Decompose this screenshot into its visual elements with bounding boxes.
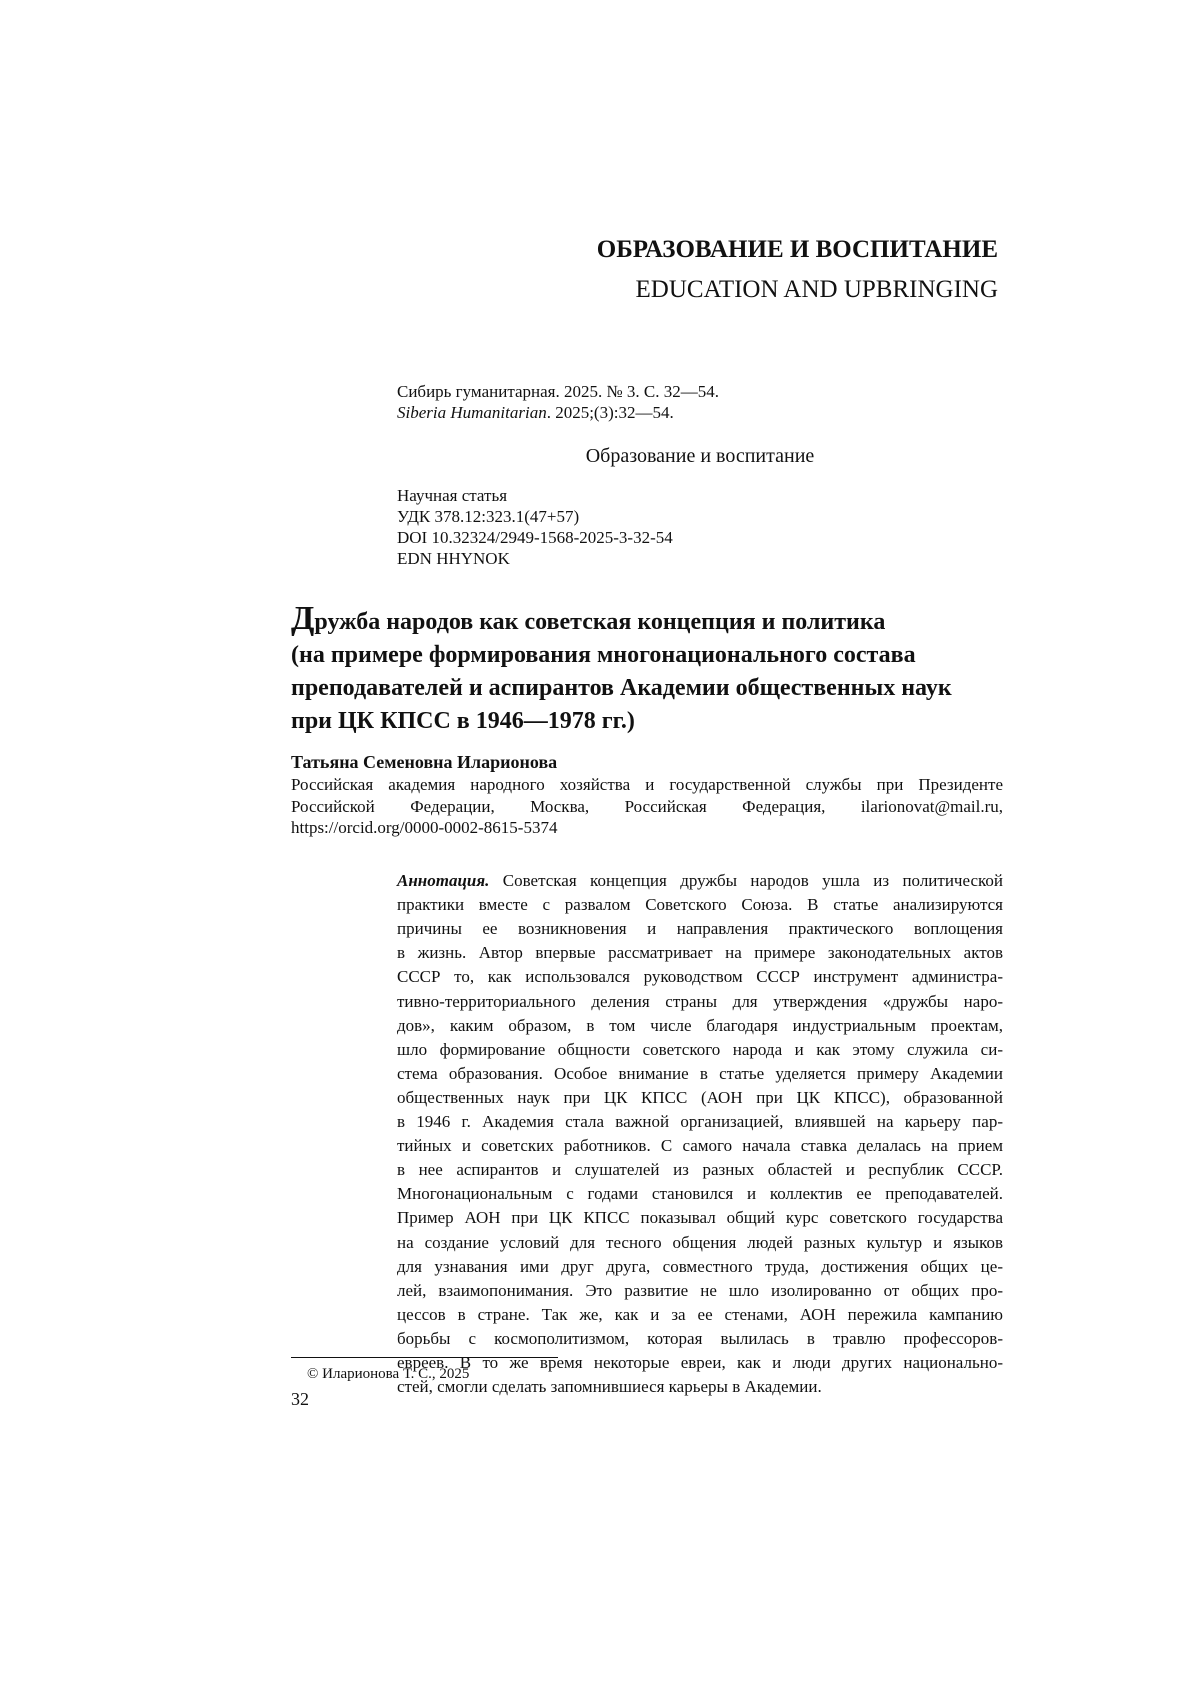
journal-name-en: Siberia Humanitarian <box>397 403 547 422</box>
section-title-ru: ОБРАЗОВАНИЕ И ВОСПИТАНИЕ <box>597 236 998 264</box>
abstract-text: дов», каким образом, в том числе благодаря индустриальным проектам, <box>397 1016 1003 1035</box>
abstract-line <box>397 1375 1003 1399</box>
abstract-text: Многонациональным с годами становился и коллектив ее преподавателей. <box>397 1184 1003 1203</box>
copyright-footnote: © Иларионова Т. С., 2025 <box>307 1366 469 1383</box>
page-number: 32 <box>291 1389 309 1410</box>
abstract-line <box>397 1086 1003 1110</box>
abstract-line <box>397 917 1003 941</box>
abstract-line <box>397 1351 1003 1375</box>
abstract-line <box>397 1134 1003 1158</box>
abstract-line <box>397 869 1003 893</box>
abstract-text: Пример АОН при ЦК КПСС показывал общий курс советского государства <box>397 1208 1003 1227</box>
abstract-line <box>397 893 1003 917</box>
abstract-text: в 1946 г. Академия стала важной организацией, влиявшей на карьеру пар- <box>397 1112 1003 1131</box>
abstract-text: стей, смогли сделать запомнившиеся карьеры в Академии. <box>397 1377 822 1396</box>
abstract-text: для узнавания ими друг друга, совместного труда, достижения общих це- <box>397 1257 1003 1276</box>
abstract-line <box>397 1182 1003 1206</box>
abstract-text: Советская концепция дружбы народов ушла из политической <box>489 871 1003 890</box>
article-title-line: (на примере формирования многонационального состава <box>291 642 916 669</box>
abstract-line <box>397 1206 1003 1230</box>
abstract-text: СССР то, как использовался руководством СССР инструмент администра- <box>397 967 1003 986</box>
abstract-line <box>397 990 1003 1014</box>
abstract-text: причины ее возникновения и направления практического воплощения <box>397 919 1003 938</box>
abstract-text: тивно-территориального деления страны для утверждения «дружбы наро- <box>397 992 1003 1011</box>
abstract-line <box>397 1327 1003 1351</box>
abstract-text: в жизнь. Автор впервые рассматривает на примере законодательных актов <box>397 943 1003 962</box>
abstract-text: шло формирование общности советского народа и как этому служила си- <box>397 1040 1003 1059</box>
article-type: Научная статья <box>397 486 507 506</box>
footnote-divider <box>291 1357 558 1358</box>
abstract-line <box>397 1062 1003 1086</box>
rubric: Образование и воспитание <box>0 445 1200 468</box>
abstract-line <box>397 1303 1003 1327</box>
abstract-text: лей, взаимопонимания. Это развитие не шло изолированно от общих про- <box>397 1281 1003 1300</box>
abstract-text: общественных наук при ЦК КПСС (АОН при ЦК КПСС), образованной <box>397 1088 1003 1107</box>
abstract-text: стема образования. Особое внимание в статье уделяется примеру Академии <box>397 1064 1003 1083</box>
doi: DOI 10.32324/2949-1568-2025-3-32-54 <box>397 528 673 548</box>
abstract-text: практики вместе с развалом Советского Союза. В статье анализируются <box>397 895 1003 914</box>
article-title-line: преподавателей и аспирантов Академии общественных наук <box>291 675 952 702</box>
abstract-text: тийных и советских работников. С самого начала ставка делалась на прием <box>397 1136 1003 1155</box>
article-title-line <box>291 600 885 638</box>
edn: EDN HHYNOK <box>397 549 510 569</box>
abstract-line <box>397 1038 1003 1062</box>
abstract-line <box>397 1158 1003 1182</box>
abstract-text: на создание условий для тесного общения людей разных культур и языков <box>397 1233 1003 1252</box>
abstract-line <box>397 1279 1003 1303</box>
affiliation-line: Российской Федерации, Москва, Российская Федерация, ilarionovat@mail.ru, <box>291 797 1003 817</box>
abstract-line <box>397 1231 1003 1255</box>
abstract-line <box>397 941 1003 965</box>
abstract-text: цессов в стране. Так же, как и за ее стенами, АОН пережила кампанию <box>397 1305 1003 1324</box>
affiliation-line: Российская академия народного хозяйства и государственной службы при Президенте <box>291 775 1003 795</box>
citation-ru: Сибирь гуманитарная. 2025. № 3. С. 32—54. <box>397 382 719 402</box>
abstract-line <box>397 965 1003 989</box>
citation-en <box>397 403 674 423</box>
abstract-line <box>397 1255 1003 1279</box>
orcid-link[interactable]: https://orcid.org/0000-0002-8615-5374 <box>291 818 1003 838</box>
citation-en-details: . 2025;(3):32—54. <box>547 403 674 422</box>
abstract-text: евреев. В то же время некоторые евреи, как и люди других национально- <box>397 1353 1003 1372</box>
title-drop-cap: Д <box>291 600 314 637</box>
abstract-line <box>397 1014 1003 1038</box>
abstract-label: Аннотация. <box>397 871 489 890</box>
abstract-text: борьбы с космополитизмом, которая вылилась в травлю профессоров- <box>397 1329 1003 1348</box>
abstract-line <box>397 1110 1003 1134</box>
article-title-line: при ЦК КПСС в 1946—1978 гг.) <box>291 708 635 735</box>
author-name: Татьяна Семеновна Иларионова <box>291 752 557 773</box>
title-text: ружба народов как советская концепция и политика <box>314 609 885 635</box>
udc: УДК 378.12:323.1(47+57) <box>397 507 579 527</box>
abstract-text: в нее аспирантов и слушателей из разных областей и республик СССР. <box>397 1160 1003 1179</box>
section-title-en: EDUCATION AND UPBRINGING <box>636 276 999 304</box>
